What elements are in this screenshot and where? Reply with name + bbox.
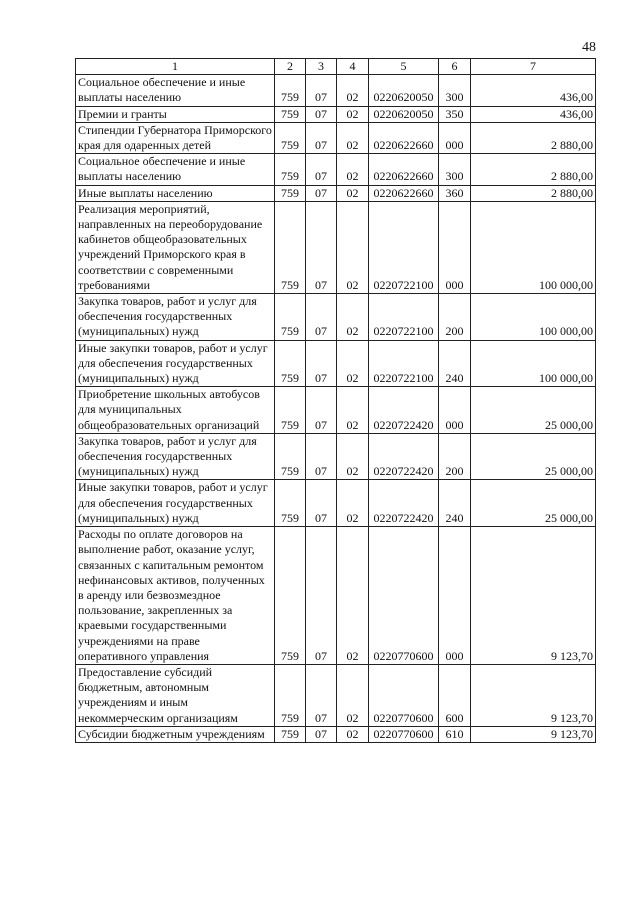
table-row	[76, 527, 596, 665]
cell-target-article: 0220722100	[369, 294, 439, 341]
cell-section: 07	[306, 185, 337, 201]
cell-amount: 2 880,00	[471, 154, 596, 185]
cell-code-admin: 759	[275, 726, 306, 742]
cell-code-admin: 759	[275, 201, 306, 293]
header-col-5: 5	[369, 59, 439, 75]
table-row	[76, 664, 596, 726]
cell-target-article: 0220770600	[369, 726, 439, 742]
cell-amount: 25 000,00	[471, 387, 596, 434]
cell-target-article: 0220722420	[369, 387, 439, 434]
cell-expense-type: 000	[439, 527, 471, 665]
cell-section: 07	[306, 340, 337, 387]
header-col-4: 4	[337, 59, 369, 75]
cell-subsection: 02	[337, 75, 369, 106]
cell-subsection: 02	[337, 433, 369, 480]
cell-code-admin: 759	[275, 185, 306, 201]
cell-amount: 2 880,00	[471, 185, 596, 201]
budget-table	[75, 58, 596, 743]
cell-code-admin: 759	[275, 387, 306, 434]
cell-subsection: 02	[337, 154, 369, 185]
cell-amount: 100 000,00	[471, 201, 596, 293]
cell-target-article: 0220722420	[369, 480, 439, 527]
cell-subsection: 02	[337, 106, 369, 122]
cell-amount: 9 123,70	[471, 726, 596, 742]
cell-target-article: 0220622660	[369, 122, 439, 153]
cell-section: 07	[306, 106, 337, 122]
header-col-1: 1	[76, 59, 275, 75]
cell-code-admin: 759	[275, 340, 306, 387]
cell-target-article: 0220622660	[369, 185, 439, 201]
cell-target-article: 0220620050	[369, 106, 439, 122]
cell-name: Реализация мероприятий, направленных на переоборудование кабинетов общеобразовательных учреждений Приморского края в соответствии с современными требованиями	[76, 201, 275, 293]
cell-target-article: 0220722100	[369, 340, 439, 387]
table-row	[76, 185, 596, 201]
cell-subsection: 02	[337, 185, 369, 201]
cell-amount: 25 000,00	[471, 480, 596, 527]
header-col-6: 6	[439, 59, 471, 75]
cell-subsection: 02	[337, 122, 369, 153]
cell-name: Субсидии бюджетным учреждениям	[76, 726, 275, 742]
header-col-7: 7	[471, 59, 596, 75]
cell-name: Стипендии Губернатора Приморского края для одаренных детей	[76, 122, 275, 153]
cell-expense-type: 300	[439, 75, 471, 106]
cell-expense-type: 000	[439, 387, 471, 434]
cell-target-article: 0220722100	[369, 201, 439, 293]
cell-name: Приобретение школьных автобусов для муниципальных общеобразовательных организаций	[76, 387, 275, 434]
cell-expense-type: 000	[439, 201, 471, 293]
cell-section: 07	[306, 201, 337, 293]
table-row	[76, 122, 596, 153]
table-row	[76, 433, 596, 480]
cell-code-admin: 759	[275, 527, 306, 665]
cell-subsection: 02	[337, 726, 369, 742]
cell-section: 07	[306, 433, 337, 480]
header-col-3: 3	[306, 59, 337, 75]
cell-expense-type: 360	[439, 185, 471, 201]
cell-section: 07	[306, 122, 337, 153]
cell-subsection: 02	[337, 387, 369, 434]
cell-subsection: 02	[337, 480, 369, 527]
cell-subsection: 02	[337, 527, 369, 665]
cell-name: Предоставление субсидий бюджетным, автономным учреждениям и иным некоммерческим организациям	[76, 664, 275, 726]
cell-target-article: 0220722420	[369, 433, 439, 480]
cell-subsection: 02	[337, 664, 369, 726]
table-row	[76, 340, 596, 387]
cell-section: 07	[306, 527, 337, 665]
header-row	[76, 59, 596, 75]
table-row	[76, 387, 596, 434]
cell-code-admin: 759	[275, 154, 306, 185]
cell-section: 07	[306, 154, 337, 185]
cell-amount: 436,00	[471, 75, 596, 106]
cell-code-admin: 759	[275, 294, 306, 341]
cell-name: Социальное обеспечение и иные выплаты населению	[76, 75, 275, 106]
cell-name: Закупка товаров, работ и услуг для обеспечения государственных (муниципальных) нужд	[76, 433, 275, 480]
table-row	[76, 294, 596, 341]
cell-expense-type: 240	[439, 340, 471, 387]
cell-amount: 2 880,00	[471, 122, 596, 153]
cell-target-article: 0220770600	[369, 527, 439, 665]
cell-name: Иные закупки товаров, работ и услуг для обеспечения государственных (муниципальных) нужд	[76, 340, 275, 387]
cell-expense-type: 200	[439, 433, 471, 480]
cell-section: 07	[306, 387, 337, 434]
cell-target-article: 0220620050	[369, 75, 439, 106]
cell-code-admin: 759	[275, 664, 306, 726]
cell-subsection: 02	[337, 294, 369, 341]
cell-name: Закупка товаров, работ и услуг для обеспечения государственных (муниципальных) нужд	[76, 294, 275, 341]
cell-name: Расходы по оплате договоров на выполнение работ, оказание услуг, связанных с капитальным ремонтом нефинансовых активов, полученных в аренду или безвозмездное пользование, закрепленных за краевыми государственными учреждениями на праве оперативного управления	[76, 527, 275, 665]
header-col-2: 2	[275, 59, 306, 75]
cell-subsection: 02	[337, 340, 369, 387]
cell-amount: 436,00	[471, 106, 596, 122]
cell-expense-type: 300	[439, 154, 471, 185]
cell-section: 07	[306, 664, 337, 726]
table-row	[76, 154, 596, 185]
page-number: 48	[582, 40, 596, 55]
cell-expense-type: 610	[439, 726, 471, 742]
cell-name: Иные закупки товаров, работ и услуг для обеспечения государственных (муниципальных) нужд	[76, 480, 275, 527]
cell-code-admin: 759	[275, 106, 306, 122]
cell-subsection: 02	[337, 201, 369, 293]
cell-section: 07	[306, 480, 337, 527]
cell-amount: 9 123,70	[471, 527, 596, 665]
cell-expense-type: 000	[439, 122, 471, 153]
cell-expense-type: 350	[439, 106, 471, 122]
cell-amount: 100 000,00	[471, 340, 596, 387]
table-row	[76, 726, 596, 742]
cell-section: 07	[306, 75, 337, 106]
cell-target-article: 0220622660	[369, 154, 439, 185]
cell-name: Премии и гранты	[76, 106, 275, 122]
cell-expense-type: 200	[439, 294, 471, 341]
cell-code-admin: 759	[275, 433, 306, 480]
table-row	[76, 75, 596, 106]
table-row	[76, 480, 596, 527]
cell-target-article: 0220770600	[369, 664, 439, 726]
cell-name: Иные выплаты населению	[76, 185, 275, 201]
cell-expense-type: 600	[439, 664, 471, 726]
cell-expense-type: 240	[439, 480, 471, 527]
table-row	[76, 201, 596, 293]
cell-code-admin: 759	[275, 122, 306, 153]
cell-section: 07	[306, 294, 337, 341]
cell-amount: 25 000,00	[471, 433, 596, 480]
cell-code-admin: 759	[275, 75, 306, 106]
cell-section: 07	[306, 726, 337, 742]
cell-amount: 9 123,70	[471, 664, 596, 726]
table-row	[76, 106, 596, 122]
cell-name: Социальное обеспечение и иные выплаты населению	[76, 154, 275, 185]
cell-amount: 100 000,00	[471, 294, 596, 341]
cell-code-admin: 759	[275, 480, 306, 527]
